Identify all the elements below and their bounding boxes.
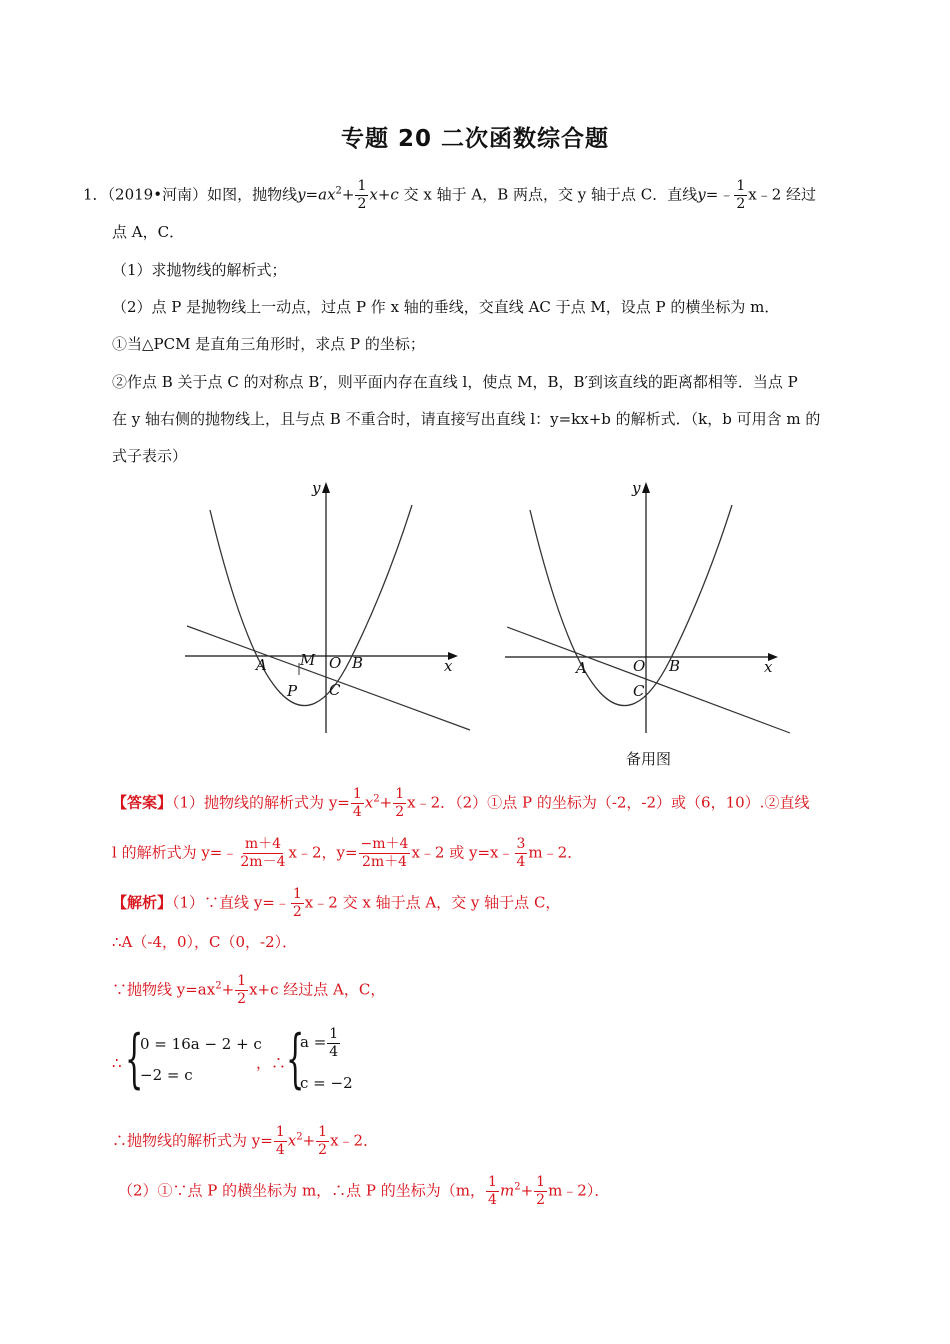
figure-main — [180, 475, 475, 740]
brace-icon: { — [286, 1022, 305, 1096]
question-2b-line-2: 在 y 轴右侧的抛物线上，且与点 B 不重合时，请直接写出直线 l：y=kx+b 的解析式．（k，b 可用含 m 的 — [112, 410, 821, 428]
analysis-line-5: ∴抛物线的解析式为 y= $\frac{1}{4}$ $x^2+$ $\frac{1}{2}$ x﹣2． — [112, 1124, 379, 1158]
label-B: B — [352, 654, 364, 672]
answer-line-1: 【答案】（1）抛物线的解析式为 y= $\frac{1}{4}$ $x^2+$ $\frac{1}{2}$ x﹣2．（2）①点 P 的坐标为（-2，-2）或（6，10）.②直线 — [112, 786, 810, 820]
brace-icon: { — [125, 1022, 144, 1096]
analysis-tag: 【解析】 — [112, 893, 173, 912]
line-AC — [187, 626, 470, 730]
parabola — [530, 505, 732, 706]
y-axis-arrow-icon — [322, 482, 330, 493]
comma-therefore: ，∴ — [256, 1054, 287, 1072]
question-2b-line-3: 式子表示） — [112, 447, 188, 465]
analysis-line-3: ∵抛物线 $y=ax^2+$ $\frac{1}{2}$ x+c 经过点 A，C， — [112, 973, 386, 1007]
figure-backup — [500, 475, 795, 740]
problem-line-1: 1．（2019•河南）如图，抛物线$y=ax^2+$ $\frac{1}{2}$ x+c 交 x 轴于 A，B 两点，交 y 轴于点 C．直线y=﹣ $\frac{1}{2}$ x﹣2 经过 — [83, 178, 817, 212]
equation-1: 0 = 16a − 2 + c — [140, 1035, 262, 1053]
label-O: O — [633, 657, 646, 675]
therefore-1: ∴ — [112, 1054, 122, 1072]
problem-line-2: 点 A，C． — [112, 223, 185, 241]
label-y: y — [312, 479, 321, 497]
fraction: $\frac{1}{2}$ — [357, 178, 367, 212]
label-M: M — [300, 651, 316, 669]
label-O: O — [329, 654, 342, 672]
question-1: （1）求抛物线的解析式； — [112, 261, 287, 279]
solution-c: c = −2 — [300, 1074, 353, 1092]
label-B: B — [669, 657, 681, 675]
analysis-line-2: ∴A（-4，0），C（0，-2）． — [112, 933, 298, 951]
label-x: x — [764, 658, 773, 676]
y-axis-arrow-icon — [642, 482, 650, 493]
figure-caption: 备用图 — [626, 750, 672, 768]
problem-number: 1． — [83, 185, 108, 204]
equation-2: −2 = c — [140, 1066, 193, 1084]
question-2a: ①当△PCM 是直角三角形时，求点 P 的坐标； — [112, 335, 425, 353]
question-2b-line-1: ②作点 B 关于点 C 的对称点 B′，则平面内存在直线 l，使点 M，B，B′到该直线的距离都相等．当点 P — [112, 373, 798, 391]
analysis-line-6: （2）①∵点 P 的横坐标为 m，∴点 P 的坐标为（m， $\frac{1}{4}$ $m^2+$ $\frac{1}{2}$ m﹣2）． — [118, 1174, 610, 1208]
label-C: C — [329, 681, 341, 699]
parabola — [210, 505, 412, 706]
label-y: y — [632, 479, 641, 497]
label-P: P — [287, 682, 298, 700]
fraction: $\frac{1}{2}$ — [736, 178, 746, 212]
label-x: x — [444, 657, 453, 675]
label-C: C — [633, 682, 645, 700]
answer-tag: 【答案】 — [112, 793, 173, 812]
page-title: 专题 20 二次函数综合题 — [340, 126, 610, 152]
parabola-left — [210, 510, 263, 656]
analysis-line-1: 【解析】（1）∵直线 y=﹣ $\frac{1}{2}$ x﹣2 交 x 轴于点 A，交 y 轴于点 C， — [112, 886, 561, 920]
label-A: A — [256, 656, 267, 674]
answer-line-2: l 的解析式为 y=﹣ $\frac{m+4}{2m-4}$ x﹣2，y= $\frac{-m+4}{2m+4}$ x﹣2 或 y=x﹣ $\frac{3}{4}$ m﹣2． — [112, 836, 583, 870]
line-AC — [507, 627, 790, 733]
label-A: A — [576, 659, 587, 677]
question-2: （2）点 P 是抛物线上一动点，过点 P 作 x 轴的垂线，交直线 AC 于点 M，设点 P 的横坐标为 m． — [112, 298, 780, 316]
solution-a: a = $\frac{1}{4}$ — [300, 1025, 339, 1060]
